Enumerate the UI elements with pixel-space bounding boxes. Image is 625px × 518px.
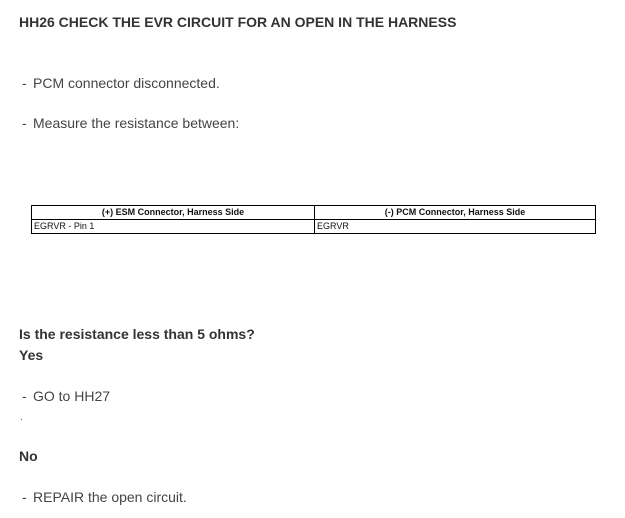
table-row <box>32 220 596 234</box>
yes-action-text: GO to HH27 <box>33 388 111 404</box>
no-label: No <box>19 448 38 464</box>
bullet-measure-resistance <box>22 115 239 131</box>
column-header-esm-connector: (+) ESM Connector, Harness Side <box>32 206 315 220</box>
bullet-dash: - <box>22 388 27 404</box>
yes-label: Yes <box>19 347 44 363</box>
bullet-dash: - <box>22 115 27 131</box>
bullet-connector-disconnected <box>22 75 220 91</box>
bullet-dash: - <box>22 489 27 505</box>
stray-mark: . <box>20 412 23 423</box>
step-heading: HH26 CHECK THE EVR CIRCUIT FOR AN OPEN IN THE HARNESS <box>19 14 457 30</box>
bullet-text: Measure the resistance between: <box>33 115 240 131</box>
resistance-measurement-table <box>31 205 596 234</box>
resistance-question: Is the resistance less than 5 ohms? <box>19 326 255 342</box>
bullet-text: PCM connector disconnected. <box>33 75 220 91</box>
bullet-dash: - <box>22 75 27 91</box>
table-cell-pcm-pin: EGRVR <box>315 220 596 234</box>
no-action <box>22 489 187 505</box>
column-header-pcm-connector: (-) PCM Connector, Harness Side <box>315 206 596 220</box>
table-cell-esm-pin: EGRVR - Pin 1 <box>32 220 315 234</box>
no-action-text: REPAIR the open circuit. <box>33 489 187 505</box>
table-header-row <box>32 206 596 220</box>
yes-action <box>22 388 110 404</box>
